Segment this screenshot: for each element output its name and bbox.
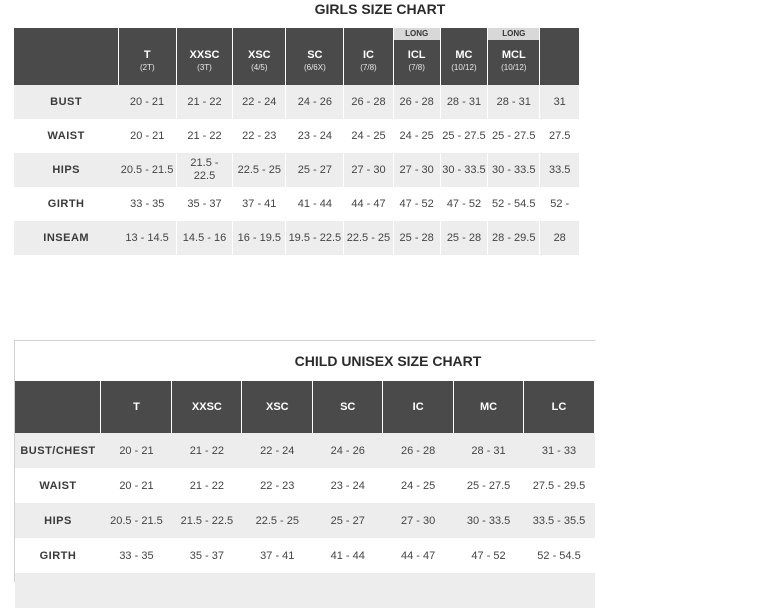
girls-row-girth [14,187,580,221]
long-tag: LONG [488,28,539,40]
unisex-size-table [15,381,595,608]
col-sub: (2T) [139,63,155,72]
table-cell: 21 - 22 [172,433,242,468]
table-cell: 24 - 25 [399,130,434,142]
row-label: GIRTH [39,549,77,562]
table-cell: 27 - 30 [383,503,454,538]
row-label: HIPS [15,503,101,538]
girls-col-header [344,28,393,85]
table-cell: 47 - 52 [471,549,506,562]
table-cell: 31 - 33 [524,433,595,468]
girls-col-header [488,28,540,85]
girls-size-table [14,28,580,255]
table-cell: 33 - 35 [119,549,154,562]
table-cell: 35 - 37 [187,198,222,210]
table-cell: 26 - 28 [393,85,440,119]
table-cell [15,573,101,608]
table-cell: 20 - 21 [101,433,172,468]
girls-header-row [14,28,580,85]
girls-col-header [118,28,176,85]
table-cell: 20 - 21 [119,479,154,492]
girls-row-bust [14,85,580,119]
table-cell [172,573,242,608]
table-cell: 27.5 [548,130,571,142]
col-name: IC [362,49,374,61]
table-cell: 28 - 31 [488,85,540,119]
table-cell: 28 [540,221,580,255]
table-cell: 22.5 - 25 [233,153,286,187]
girls-col-header [286,28,344,85]
unisex-col-header: LC [524,381,595,433]
unisex-header-corner [15,381,101,433]
unisex-row-hips [15,503,595,538]
table-cell: 24 - 26 [286,85,344,119]
table-cell: 52 - 54.5 [537,549,581,562]
col-name: MCL [501,49,526,61]
row-label: GIRTH [47,198,85,210]
table-cell: 22 - 23 [260,479,295,492]
table-cell: 27.5 - 29.5 [532,479,586,492]
table-cell: 24 - 25 [351,130,386,142]
table-cell: 21.5 - 22.5 [176,153,232,187]
girls-col-header [233,28,286,85]
table-cell: 44 - 47 [351,198,386,210]
table-cell [524,573,595,608]
unisex-col-header: XSC [242,381,313,433]
girls-row-hips [14,153,580,187]
table-cell: 33 - 35 [130,198,165,210]
col-name: ICL [407,49,426,61]
unisex-col-header: IC [383,381,454,433]
col-name: XXSC [189,49,220,61]
table-cell: 31 [540,85,580,119]
row-label: INSEAM [14,221,118,255]
table-cell: 47 - 52 [446,198,482,210]
table-cell: 52 - 54.5 [492,198,536,210]
table-cell: 25 - 27.5 [466,479,511,492]
girls-row-inseam [14,221,580,255]
unisex-col-header: SC [313,381,383,433]
table-cell: 13 - 14.5 [118,221,176,255]
table-cell: 30 - 33.5 [454,503,524,538]
table-cell: 14.5 - 16 [176,221,232,255]
table-cell: 25 - 27 [286,153,344,187]
girls-col-header [176,28,232,85]
unisex-header-row [15,381,595,433]
table-cell: 19.5 - 22.5 [286,221,344,255]
table-cell: 28 - 31 [440,85,487,119]
girls-row-waist [14,119,580,153]
row-label: WAIST [39,479,77,492]
table-cell: 26 - 28 [383,433,454,468]
girls-chart-title: GIRLS SIZE CHART [314,1,446,17]
table-cell: 26 - 28 [344,85,393,119]
table-cell: 44 - 47 [401,549,436,562]
unisex-chart-panel [14,340,595,582]
table-cell: 21 - 22 [176,85,232,119]
col-name: T [143,49,151,61]
unisex-row-girth [15,538,595,573]
unisex-chart-title: CHILD UNISEX SIZE CHART [294,353,482,369]
table-cell: 24 - 26 [313,433,383,468]
col-sub: (7/8) [408,63,425,72]
table-cell: 37 - 41 [260,549,295,562]
table-cell: 22.5 - 25 [242,503,313,538]
col-sub: (10/12) [451,63,477,72]
table-cell: 41 - 44 [330,549,365,562]
table-cell: 20.5 - 21.5 [101,503,172,538]
long-tag: LONG [394,28,440,40]
col-name: SC [307,49,323,61]
row-label: WAIST [47,130,85,142]
table-cell: 25 - 27.5 [492,130,536,142]
table-cell: 22 - 24 [233,85,286,119]
row-label: BUST [14,85,118,119]
table-cell: 30 - 33.5 [488,153,540,187]
table-cell: 22 - 23 [242,130,277,142]
table-cell: 24 - 25 [401,479,436,492]
col-sub: (6/6X) [303,63,326,72]
col-sub: (3T) [197,63,212,72]
table-cell: 21 - 22 [189,479,224,492]
unisex-row-waist [15,468,595,503]
table-cell: 35 - 37 [189,549,224,562]
table-cell [454,573,524,608]
col-sub: (4/5) [251,63,268,72]
table-cell [242,573,313,608]
col-sub: (7/8) [360,63,377,72]
table-cell: 21 - 22 [187,130,222,142]
table-cell: 22.5 - 25 [344,221,393,255]
table-cell [383,573,454,608]
unisex-col-header: XXSC [172,381,242,433]
table-cell: 20.5 - 21.5 [118,153,176,187]
table-cell: 37 - 41 [242,198,277,210]
table-cell: 27 - 30 [344,153,393,187]
girls-header-corner [14,28,118,85]
table-cell: 33.5 - 35.5 [524,503,595,538]
table-cell: 28 - 29.5 [488,221,540,255]
unisex-row-partial [15,573,595,608]
table-cell: 33.5 [540,153,580,187]
row-label: HIPS [14,153,118,187]
girls-col-header [393,28,440,85]
table-cell: 28 - 31 [454,433,524,468]
table-cell [101,573,172,608]
table-cell: 25 - 28 [393,221,440,255]
table-cell: 52 - [550,198,570,210]
unisex-col-header: MC [454,381,524,433]
table-cell: 30 - 33.5 [440,153,487,187]
table-cell: 25 - 27 [313,503,383,538]
unisex-row-bust-chest [15,433,595,468]
table-cell: 21.5 - 22.5 [172,503,242,538]
table-cell: 27 - 30 [393,153,440,187]
girls-col-header [540,28,580,85]
table-cell: 23 - 24 [330,479,365,492]
col-sub: (10/12) [501,63,527,72]
table-cell: 41 - 44 [297,198,332,210]
table-cell: 25 - 27.5 [442,130,486,142]
table-cell: 23 - 24 [297,130,332,142]
table-cell [313,573,383,608]
col-name: XSC [247,49,271,61]
unisex-col-header: T [101,381,172,433]
table-cell: 20 - 21 [118,85,176,119]
row-label: BUST/CHEST [15,433,101,468]
col-name: MC [455,49,473,61]
girls-col-header [440,28,487,85]
table-cell: 20 - 21 [130,130,165,142]
table-cell: 47 - 52 [399,198,434,210]
table-cell: 22 - 24 [242,433,313,468]
table-cell: 16 - 19.5 [233,221,286,255]
table-cell: 25 - 28 [440,221,487,255]
